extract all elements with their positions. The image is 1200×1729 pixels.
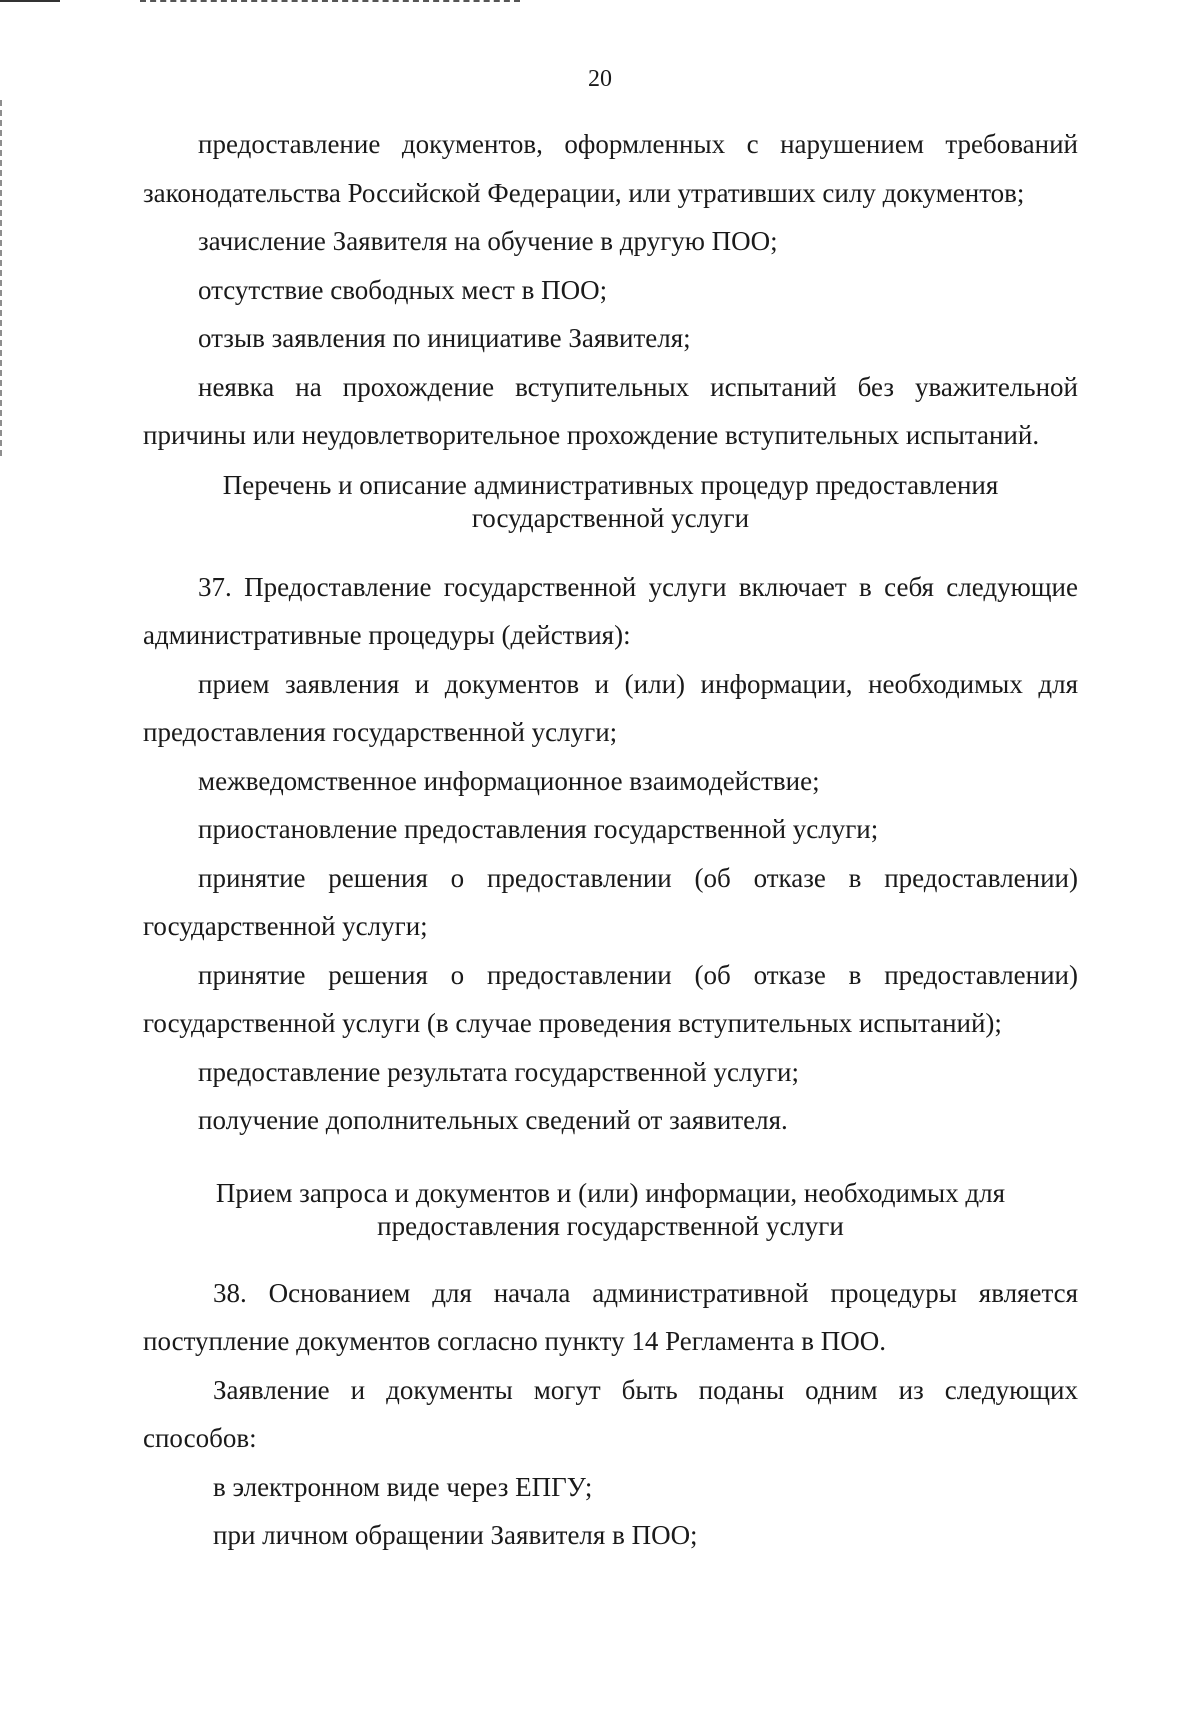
- paragraph: получение дополнительных сведений от заявителя.: [198, 1105, 788, 1135]
- paragraph: прием заявления и документов и (или) информации, необходимых для предоставления государственной услуги;: [143, 668, 1078, 747]
- paragraph: Заявление и документы могут быть поданы одним из следующих способов:: [143, 1374, 1078, 1453]
- scan-edge-dashes: [140, 0, 520, 2]
- document-body: [143, 120, 1078, 1560]
- paragraph: 37. Предоставление государственной услуги включает в себя следующие административные процедуры (действия):: [143, 571, 1078, 650]
- paragraph: предоставление результата государственной услуги;: [198, 1056, 799, 1087]
- paragraph: отзыв заявления по инициативе Заявителя;: [198, 323, 691, 353]
- paragraph: неявка на прохождение вступительных испытаний без уважительной причины или неудовлетворительное прохождение вступительных испытаний.: [143, 371, 1078, 450]
- paragraph: приостановление предоставления государственной услуги;: [198, 814, 879, 844]
- scan-edge-line: [0, 0, 60, 2]
- section-heading: [143, 1177, 1078, 1243]
- heading-line: предоставления государственной услуги: [377, 1210, 844, 1241]
- paragraph: принятие решения о предоставлении (об отказе в предоставлении) государственной услуги (в случае проведения вступительных испытаний);: [143, 959, 1078, 1038]
- paragraph: при личном обращении Заявителя в ПОО;: [213, 1520, 698, 1550]
- paragraph: 38. Основанием для начала административной процедуры является поступление документов согласно пункту 14 Регламента в ПОО.: [143, 1277, 1078, 1356]
- paragraph: межведомственное информационное взаимодействие;: [198, 765, 820, 796]
- scan-left-edge: [0, 100, 2, 460]
- section-heading: [143, 469, 1078, 535]
- heading-line: государственной услуги: [471, 502, 750, 533]
- paragraph: в электронном виде через ЕПГУ;: [213, 1471, 593, 1502]
- heading-line: Прием запроса и документов и (или) информации, необходимых для: [215, 1177, 1006, 1208]
- paragraph: отсутствие свободных мест в ПОО;: [198, 274, 608, 305]
- paragraph: принятие решения о предоставлении (об отказе в предоставлении) государственной услуги;: [143, 862, 1078, 941]
- paragraph: предоставление документов, оформленных с нарушением требований законодательства Российской Федерации, или утративших силу документов;: [143, 129, 1078, 208]
- paragraph: зачисление Заявителя на обучение в другую ПОО;: [198, 226, 778, 256]
- heading-line: Перечень и описание административных процедур предоставления: [222, 469, 999, 500]
- page-number: 20: [588, 66, 612, 92]
